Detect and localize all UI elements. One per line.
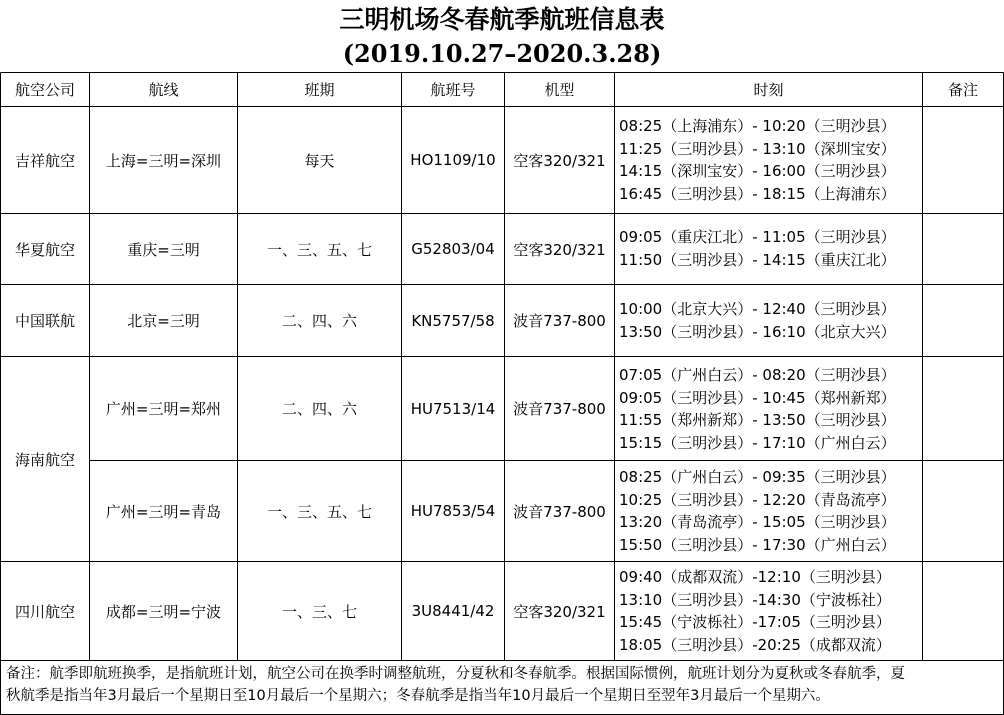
- days-cell: 每天: [304, 151, 335, 170]
- times-cell: [619, 298, 896, 343]
- time-line: 09:05（重庆江北）- 11:05（三明沙县）: [619, 228, 896, 246]
- airline-cell: 吉祥航空: [14, 151, 75, 170]
- time-line: 14:15（深圳宝安）- 16:00（三明沙县）: [619, 162, 896, 180]
- aircraft-cell: 空客320/321: [513, 240, 606, 259]
- header-aircraft: 机型: [544, 81, 575, 99]
- times-cell: [619, 115, 896, 205]
- aircraft-cell: 空客320/321: [513, 602, 606, 621]
- time-line: 13:10（三明沙县）-14:30（宁波栎社）: [619, 590, 891, 609]
- aircraft-cell: 波音737-800: [513, 400, 606, 418]
- times-cell: [619, 466, 896, 556]
- flight-cell: HO1109/10: [410, 151, 496, 169]
- flight-cell: HU7513/14: [410, 399, 496, 418]
- route-cell: 北京=三明: [127, 312, 200, 330]
- days-cell: 一、三、五、七: [266, 240, 372, 259]
- route-cell: 广州=三明=青岛: [105, 502, 222, 521]
- times-cell: [619, 566, 891, 656]
- days-cell: 二、四、六: [281, 400, 357, 418]
- route-cell: 广州=三明=郑州: [105, 400, 222, 418]
- flight-cell: G52803/04: [411, 240, 495, 258]
- table-title: 三明机场冬春航季航班信息表: [339, 5, 665, 34]
- days-cell: 一、三、七: [281, 602, 357, 621]
- table-period: (2019.10.27–2020.3.28): [342, 39, 662, 68]
- days-cell: 二、四、六: [281, 312, 357, 330]
- header-airline: 航空公司: [14, 81, 75, 99]
- time-line: 15:45（宁波栎社）-17:05（三明沙县）: [619, 613, 891, 631]
- time-line: 11:50（三明沙县）- 14:15（重庆江北）: [619, 250, 896, 269]
- header-days: 班期: [304, 81, 335, 99]
- flight-cell: 3U8441/42: [411, 602, 495, 620]
- time-line: 10:00（北京大兴）- 12:40（三明沙县）: [619, 300, 896, 318]
- time-line: 08:25（广州白云）- 09:35（三明沙县）: [619, 468, 896, 486]
- header-flight: 航班号: [430, 81, 476, 99]
- flight-cell: KN5757/58: [411, 311, 495, 330]
- time-line: 08:25（上海浦东）- 10:20（三明沙县）: [619, 117, 896, 135]
- time-line: 16:45（三明沙县）- 18:15（上海浦东）: [619, 184, 896, 203]
- time-line: 09:05（三明沙县）- 10:45（郑州新郑）: [619, 388, 896, 407]
- time-line: 15:50（三明沙县）- 17:30（广州白云）: [619, 535, 896, 554]
- time-line: 10:25（三明沙县）- 12:20（青岛流亭）: [619, 490, 896, 509]
- time-line: 18:05（三明沙县）-20:25（成都双流）: [619, 635, 891, 654]
- time-line: 15:15（三明沙县）- 17:10（广州白云）: [619, 433, 896, 452]
- time-line: 11:55（郑州新郑）- 13:50（三明沙县）: [619, 411, 896, 429]
- days-cell: 一、三、五、七: [266, 502, 372, 521]
- time-line: 09:40（成都双流）-12:10（三明沙县）: [619, 568, 891, 586]
- time-line: 13:50（三明沙县）- 16:10（北京大兴）: [619, 322, 896, 341]
- footnote: [6, 663, 1000, 707]
- airline-cell: 四川航空: [14, 602, 75, 621]
- airline-cell: 海南航空: [14, 450, 75, 469]
- route-cell: 重庆=三明: [127, 240, 200, 259]
- header-times: 时刻: [753, 81, 784, 99]
- header-remarks: 备注: [947, 81, 978, 99]
- footnote-line: 备注：航季即航班换季，是指航班计划，航空公司在换季时调整航班，分夏秋和冬春航季。根据国际惯例，航班计划分为夏秋或冬春航季，夏: [6, 666, 905, 682]
- flight-cell: HU7853/54: [410, 502, 496, 520]
- aircraft-cell: 空客320/321: [513, 151, 606, 170]
- times-cell: [619, 226, 896, 271]
- route-cell: 上海=三明=深圳: [105, 151, 222, 170]
- time-line: 11:25（三明沙县）- 13:10（深圳宝安）: [619, 139, 896, 158]
- aircraft-cell: 波音737-800: [513, 312, 606, 330]
- header-route: 航线: [148, 81, 179, 99]
- footnote-line: 秋航季是指当年3月最后一个星期日至10月最后一个星期六；冬春航季是指当年10月最后一个星期日至翌年3月最后一个星期六。: [6, 688, 830, 704]
- airline-cell: 华夏航空: [14, 240, 75, 259]
- time-line: 13:20（青岛流亭）- 15:05（三明沙县）: [619, 513, 896, 531]
- airline-cell: 中国联航: [14, 312, 75, 330]
- route-cell: 成都=三明=宁波: [105, 602, 222, 621]
- times-cell: [619, 364, 896, 454]
- time-line: 07:05（广州白云）- 08:20（三明沙县）: [619, 366, 896, 384]
- aircraft-cell: 波音737-800: [513, 502, 606, 521]
